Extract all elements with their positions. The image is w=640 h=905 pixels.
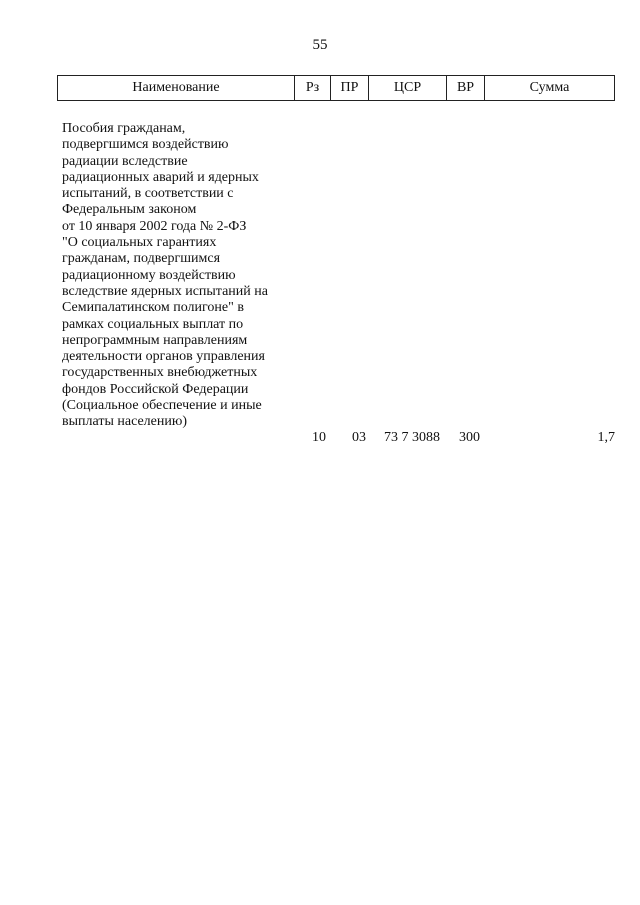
row-name-line: деятельности органов управления bbox=[62, 349, 265, 365]
row-name-line: радиационных аварий и ядерных bbox=[62, 169, 259, 185]
header-vr: ВР bbox=[447, 76, 485, 100]
row-vr: 300 bbox=[459, 430, 480, 445]
row-name-line: испытаний, в соответствии с bbox=[62, 186, 234, 202]
row-name-line: вследствие ядерных испытаний на bbox=[62, 283, 268, 299]
row-name-line: радиации вследствие bbox=[62, 153, 188, 169]
row-pr: 03 bbox=[352, 430, 366, 445]
header-rz: Рз bbox=[295, 76, 331, 100]
row-name bbox=[62, 121, 294, 431]
row-name-line: "О социальных гарантиях bbox=[62, 235, 217, 251]
row-name-line: от 10 января 2002 года № 2-ФЗ bbox=[62, 218, 247, 234]
row-sum: 1,7 bbox=[597, 430, 615, 445]
row-name-line: рамках социальных выплат по bbox=[62, 316, 244, 332]
header-csr: ЦСР bbox=[369, 76, 447, 100]
row-rz: 10 bbox=[312, 430, 326, 445]
row-name-line: выплаты населению) bbox=[62, 414, 187, 430]
table-header bbox=[57, 75, 615, 101]
row-name-line: (Социальное обеспечение и иные bbox=[62, 398, 262, 414]
header-pr: ПР bbox=[331, 76, 369, 100]
row-name-line: Пособия гражданам, bbox=[62, 121, 186, 136]
row-name-line: радиационному воздействию bbox=[62, 267, 236, 283]
row-name-line: гражданам, подвергшимся bbox=[62, 251, 221, 267]
row-name-line: непрограммным направлениям bbox=[62, 332, 248, 348]
row-csr: 73 7 3088 bbox=[384, 430, 440, 445]
row-name-line: подвергшимся воздействию bbox=[62, 137, 229, 153]
header-name: Наименование bbox=[58, 76, 295, 100]
row-name-line: Семипалатинском полигоне" в bbox=[62, 300, 244, 316]
row-name-line: Федеральным законом bbox=[62, 202, 197, 218]
table-row bbox=[62, 121, 615, 445]
page-number: 55 bbox=[312, 37, 328, 53]
header-sum: Сумма bbox=[529, 80, 570, 95]
row-name-line: фондов Российской Федерации bbox=[62, 381, 249, 397]
row-name-line: государственных внебюджетных bbox=[62, 365, 258, 381]
